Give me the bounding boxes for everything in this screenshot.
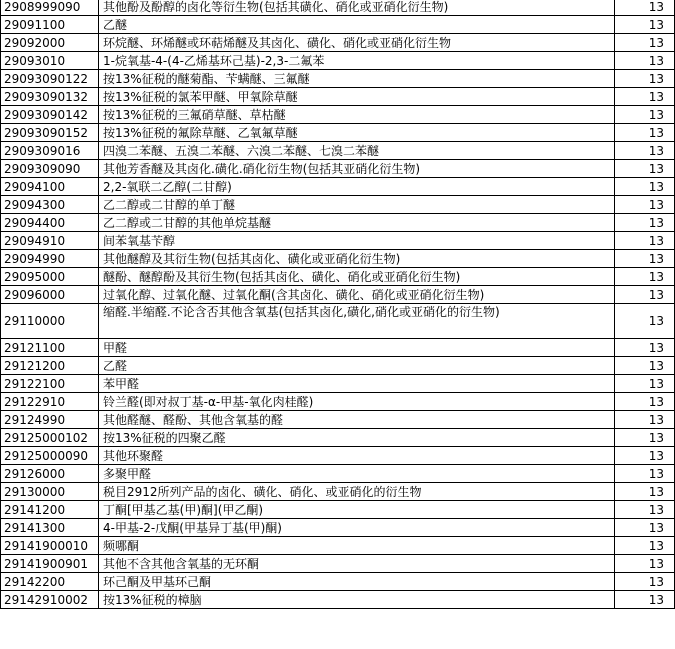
hs-code-cell: 29125000102 [1, 429, 99, 447]
rate-cell: 13 [615, 375, 675, 393]
description-cell: 税目2912所列产品的卤化、磺化、硝化、或亚硝化的衍生物 [99, 483, 615, 501]
description-cell: 1-烷氧基-4-(4-乙烯基环己基)-2,3-二氟苯 [99, 52, 615, 70]
table-row [1, 70, 675, 88]
hs-code-cell: 29126000 [1, 465, 99, 483]
table-row [1, 214, 675, 232]
rate-cell: 13 [615, 124, 675, 142]
hs-code-cell: 29094100 [1, 178, 99, 196]
rate-cell: 13 [615, 465, 675, 483]
hs-code-cell: 29096000 [1, 286, 99, 304]
hs-code-cell: 29094990 [1, 250, 99, 268]
table-row [1, 573, 675, 591]
rate-cell: 13 [615, 16, 675, 34]
description-cell: 铃兰醛(即对叔丁基-α-甲基-氧化肉桂醛) [99, 393, 615, 411]
description-cell: 乙二醇或二甘醇的其他单烷基醚 [99, 214, 615, 232]
table-row [1, 250, 675, 268]
table-row [1, 501, 675, 519]
rate-cell: 13 [615, 483, 675, 501]
hs-code-cell: 29122910 [1, 393, 99, 411]
hs-code-cell: 29093090132 [1, 88, 99, 106]
description-cell: 多聚甲醛 [99, 465, 615, 483]
rate-cell: 13 [615, 304, 675, 339]
hs-code-cell: 29142910002 [1, 591, 99, 609]
description-cell: 其他醛醚、醛酚、其他含氧基的醛 [99, 411, 615, 429]
table-row [1, 393, 675, 411]
table-row [1, 465, 675, 483]
rate-cell: 13 [615, 106, 675, 124]
table-row [1, 52, 675, 70]
description-cell: 4-甲基-2-戊酮(甲基异丁基(甲)酮) [99, 519, 615, 537]
table-row [1, 519, 675, 537]
rate-cell: 13 [615, 250, 675, 268]
rate-cell: 13 [615, 591, 675, 609]
table-row [1, 16, 675, 34]
table-row [1, 339, 675, 357]
rate-cell: 13 [615, 286, 675, 304]
rate-cell: 13 [615, 537, 675, 555]
hs-code-cell: 29093090142 [1, 106, 99, 124]
table-row [1, 0, 675, 16]
rate-cell: 13 [615, 501, 675, 519]
description-cell: 按13%征税的四聚乙醛 [99, 429, 615, 447]
rate-cell: 13 [615, 88, 675, 106]
description-cell: 乙醛 [99, 357, 615, 375]
table-row [1, 160, 675, 178]
rate-cell: 13 [615, 339, 675, 357]
table-row [1, 429, 675, 447]
rate-cell: 13 [615, 357, 675, 375]
description-cell: 缩醛.半缩醛.不论含否其他含氧基(包括其卤化,磺化,硝化或亚硝化的衍生物) [99, 304, 615, 339]
hs-code-cell: 29121200 [1, 357, 99, 375]
rate-cell: 13 [615, 393, 675, 411]
description-cell: 按13%征税的醚菊酯、苄螨醚、三氟醚 [99, 70, 615, 88]
description-cell: 其他醚醇及其衍生物(包括其卤化、磺化或亚硝化衍生物) [99, 250, 615, 268]
rate-cell: 13 [615, 411, 675, 429]
hs-code-cell: 2909309016 [1, 142, 99, 160]
description-cell: 间苯氧基苄醇 [99, 232, 615, 250]
description-cell: 乙二醇或二甘醇的单丁醚 [99, 196, 615, 214]
rate-cell: 13 [615, 34, 675, 52]
rate-cell: 13 [615, 268, 675, 286]
hs-code-cell: 29094300 [1, 196, 99, 214]
table-row [1, 196, 675, 214]
table-row [1, 268, 675, 286]
hs-code-cell: 29141900010 [1, 537, 99, 555]
rate-cell: 13 [615, 232, 675, 250]
hs-code-cell: 2909309090 [1, 160, 99, 178]
description-cell: 按13%征税的氯苯甲醚、甲氧除草醚 [99, 88, 615, 106]
table-body [1, 0, 675, 609]
hs-code-cell: 29093090152 [1, 124, 99, 142]
hs-code-cell: 29141200 [1, 501, 99, 519]
description-cell: 其他酚及酚醇的卤化等衍生物(包括其磺化、硝化或亚硝化衍生物) [99, 0, 615, 16]
description-cell: 其他不含其他含氧基的无环酮 [99, 555, 615, 573]
hs-code-cell: 29125000090 [1, 447, 99, 465]
hs-code-cell: 29121100 [1, 339, 99, 357]
rate-cell: 13 [615, 573, 675, 591]
description-cell: 甲醛 [99, 339, 615, 357]
table-row [1, 537, 675, 555]
rate-cell: 13 [615, 555, 675, 573]
table-row [1, 232, 675, 250]
rate-cell: 13 [615, 447, 675, 465]
table-row [1, 286, 675, 304]
hs-code-cell: 29122100 [1, 375, 99, 393]
rate-cell: 13 [615, 178, 675, 196]
description-cell: 苯甲醛 [99, 375, 615, 393]
description-cell: 四溴二苯醚、五溴二苯醚、六溴二苯醚、七溴二苯醚 [99, 142, 615, 160]
hs-code-cell: 29093090122 [1, 70, 99, 88]
hs-code-cell: 29141900901 [1, 555, 99, 573]
rate-cell: 13 [615, 142, 675, 160]
rate-cell: 13 [615, 70, 675, 88]
hs-code-cell: 29093010 [1, 52, 99, 70]
rate-cell: 13 [615, 429, 675, 447]
hs-code-cell: 2908999090 [1, 0, 99, 16]
hs-code-cell: 29130000 [1, 483, 99, 501]
rate-cell: 13 [615, 196, 675, 214]
table-row [1, 447, 675, 465]
table-row [1, 124, 675, 142]
table-row [1, 106, 675, 124]
hs-code-cell: 29124990 [1, 411, 99, 429]
table-row [1, 357, 675, 375]
table-row [1, 34, 675, 52]
rate-cell: 13 [615, 0, 675, 16]
description-cell: 环己酮及甲基环己酮 [99, 573, 615, 591]
hs-code-cell: 29094910 [1, 232, 99, 250]
hs-code-cell: 29091100 [1, 16, 99, 34]
description-cell: 频哪酮 [99, 537, 615, 555]
table-row [1, 483, 675, 501]
rate-cell: 13 [615, 214, 675, 232]
rate-cell: 13 [615, 160, 675, 178]
description-cell: 按13%征税的樟脑 [99, 591, 615, 609]
table-row [1, 178, 675, 196]
description-cell: 丁酮[甲基乙基(甲)酮](甲乙酮) [99, 501, 615, 519]
description-cell: 环烷醚、环烯醚或环萜烯醚及其卤化、磺化、硝化或亚硝化衍生物 [99, 34, 615, 52]
hs-code-cell: 29142200 [1, 573, 99, 591]
table-row [1, 591, 675, 609]
hs-code-cell: 29095000 [1, 268, 99, 286]
description-cell: 按13%征税的三氟硝草醚、草枯醚 [99, 106, 615, 124]
description-cell: 2,2-氧联二乙醇(二甘醇) [99, 178, 615, 196]
table-row [1, 304, 675, 339]
table-row [1, 142, 675, 160]
hs-code-cell: 29141300 [1, 519, 99, 537]
rate-cell: 13 [615, 52, 675, 70]
hs-code-cell: 29110000 [1, 304, 99, 339]
description-cell: 乙醚 [99, 16, 615, 34]
description-cell: 其他芳香醚及其卤化.磺化.硝化衍生物(包括其亚硝化衍生物) [99, 160, 615, 178]
description-cell: 过氧化醇、过氧化醚、过氧化酮(含其卤化、磺化、硝化或亚硝化衍生物) [99, 286, 615, 304]
description-cell: 其他环聚醛 [99, 447, 615, 465]
hs-code-cell: 29092000 [1, 34, 99, 52]
rate-cell: 13 [615, 519, 675, 537]
table-row [1, 375, 675, 393]
hs-code-cell: 29094400 [1, 214, 99, 232]
description-cell: 醚酚、醚醇酚及其衍生物(包括其卤化、磺化、硝化或亚硝化衍生物) [99, 268, 615, 286]
description-cell: 按13%征税的氟除草醚、乙氧氟草醚 [99, 124, 615, 142]
table-row [1, 88, 675, 106]
table-row [1, 555, 675, 573]
table-row [1, 411, 675, 429]
